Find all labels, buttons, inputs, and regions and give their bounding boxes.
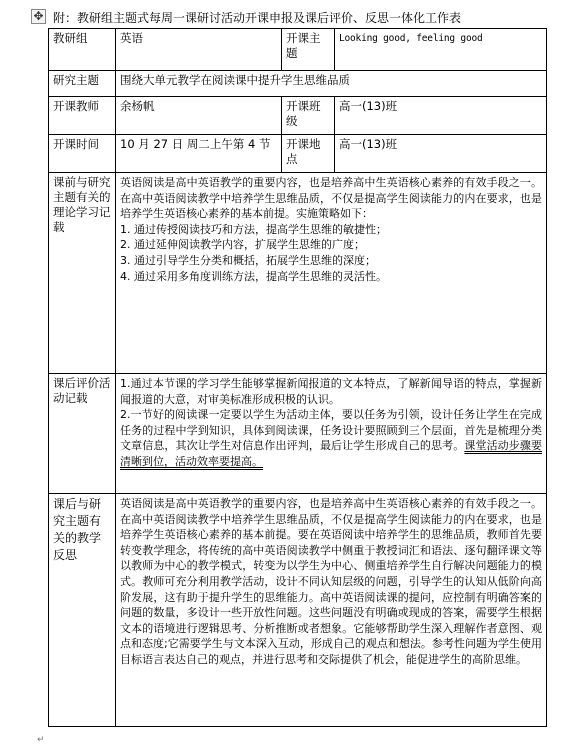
table-row bbox=[49, 494, 547, 727]
worksheet-table bbox=[48, 28, 547, 727]
table-row bbox=[49, 97, 547, 135]
pre-study-content[interactable] bbox=[116, 173, 547, 374]
pre-study-item-4: 4. 通过采用多角度训练方法，提高学生思维的灵活性。 bbox=[120, 269, 387, 283]
pre-study-item-1: 1. 通过传授阅读技巧和方法，提高学生思维的敏捷性； bbox=[120, 222, 387, 236]
pre-study-intro: 英语阅读是高中英语教学的重要内容，也是培养高中生英语核心素养的有效手段之一。在高中英语阅读教学中培养学生思维品质，不仅是提高学生阅读能力的内在要求，也是培养学生英语核心素养的基本前提。实施策略如下： bbox=[120, 176, 542, 221]
group-value[interactable]: 英语 bbox=[116, 29, 282, 71]
topic-label: 开课主题 bbox=[282, 29, 335, 71]
page-title: 附：教研组主题式每周一课研讨活动开课申报及课后评价、反思一体化工作表 bbox=[53, 11, 462, 25]
place-label: 开课地点 bbox=[282, 135, 335, 173]
class-label: 开课班级 bbox=[282, 97, 335, 135]
time-value[interactable]: 10 月 27 日 周二上午第 4 节 bbox=[116, 135, 282, 173]
pre-study-item-3: 3. 通过引导学生分类和概括，拓展学生思维的深度； bbox=[120, 253, 376, 267]
teacher-value[interactable]: 余杨帆 bbox=[116, 97, 282, 135]
evaluation-point-2-main: 2.一节好的阅读课一定要以学生为活动主体，要以任务为引领，设计任务让学生在完成任务的过程中学到知识，具体到阅读课，任务设计要照顾到三个层面，首先是梳理分类文章信息，其次让学生对信息作出评判，最后让学生形成自己的思考。 bbox=[120, 408, 542, 453]
paragraph-mark-icon: ↵ bbox=[37, 735, 45, 745]
place-value[interactable]: 高一(13)班 bbox=[335, 135, 547, 173]
reflection-content[interactable]: 英语阅读是高中英语教学的重要内容，也是培养高中生英语核心素养的有效手段之一。在高中英语阅读教学中培养学生思维品质，不仅是提高学生阅读能力的内在要求，也是培养学生英语核心素养的基本前提。要在英语阅读中培养学生的思维品质，教师首先要转变教学理念，将传统的高中英语阅读教学中侧重于教授词汇和语法、逐句翻译课文等以教师为中心的教学模式，转变为以学生为中心、侧重培养学生自行解决问题能力的模式。教师可充分利用教学活动，设计不同认知层级的问题，引导学生的认知从低阶向高阶发展，这有助于提升学生的思维能力。高中英语阅读课的提问，应控制有明确答案的问题的数量，多设计一些开放性问题。这些问题没有明确或现成的答案，需要学生根据文本的语境进行逻辑思考、分析推断或者想象。它能够帮助学生深入理解作者意图、观点和态度;它需要学生与文本深入互动，形成自己的观点和想法。参考性问题为学生使用目标语言表达自己的观点，并进行思考和交际提供了机会，能促进学生的高阶思维。 bbox=[116, 494, 547, 727]
table-row bbox=[49, 374, 547, 494]
teacher-label: 开课教师 bbox=[49, 97, 116, 135]
table-row bbox=[49, 135, 547, 173]
evaluation-point-2 bbox=[120, 407, 542, 469]
research-value[interactable]: 围绕大单元教学在阅读课中提升学生思维品质 bbox=[116, 71, 547, 97]
pre-study-label: 课前与研究主题有关的理论学习记载 bbox=[49, 173, 116, 374]
class-value[interactable]: 高一(13)班 bbox=[335, 97, 547, 135]
table-row bbox=[49, 173, 547, 374]
table-row bbox=[49, 29, 547, 71]
research-label: 研究主题 bbox=[49, 71, 116, 97]
reflection-label: 课后与研究主题有关的教学反思 bbox=[49, 494, 116, 727]
topic-value[interactable]: Looking good, feeling good bbox=[335, 29, 547, 71]
pre-study-item-2: 2. 通过延伸阅读教学内容，扩展学生思维的广度； bbox=[120, 238, 365, 252]
evaluation-point-2-emphasis: 课堂活动步骤要清晰到位，活动效率要提高。 bbox=[120, 439, 543, 468]
group-label: 教研组 bbox=[49, 29, 116, 71]
evaluation-label: 课后评价活动记载 bbox=[49, 374, 116, 494]
table-move-handle-icon[interactable]: ✥ bbox=[31, 9, 46, 24]
evaluation-point-1: 1.通过本节课的学习学生能够掌握新闻报道的文本特点，了解新闻导语的特点，掌握新闻报道的大意，对审美标准形成积极的认识。 bbox=[120, 377, 542, 406]
table-row bbox=[49, 71, 547, 97]
time-label: 开课时间 bbox=[49, 135, 116, 173]
evaluation-content[interactable] bbox=[116, 374, 547, 494]
